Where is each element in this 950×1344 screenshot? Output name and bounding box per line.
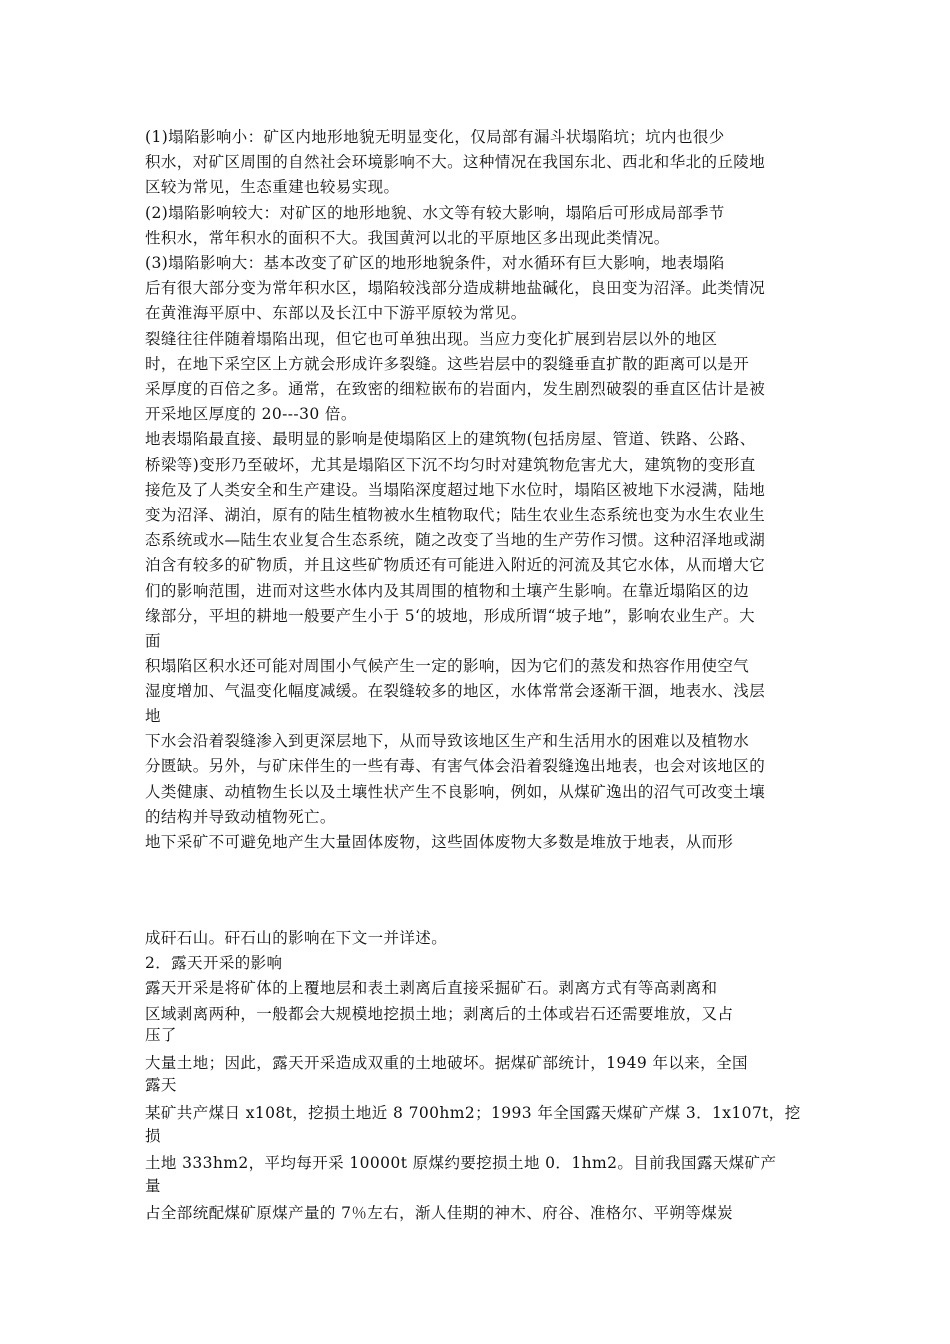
text-line: (3)塌陷影响大：基本改变了矿区的地形地貌条件，对水循环有巨大影响，地表塌陷 [145, 254, 725, 272]
text-line: 积水，对矿区周围的自然社会环境影响不大。这种情况在我国东北、西北和华北的丘陵地 [145, 153, 766, 171]
text-line: 的结构并导致动植物死亡。 [145, 808, 336, 826]
text-line: 大量土地；因此，露天开采造成双重的土地破坏。据煤矿部统计，1949 年以来，全国 [145, 1054, 748, 1072]
text-line: 采厚度的百倍之多。通常，在致密的细粒嵌布的岩面内，发生剧烈破裂的垂直区估计是被 [145, 380, 766, 398]
text-line: 分匮缺。另外，与矿床伴生的一些有毒、有害气体会沿着裂缝逸出地表，也会对该地区的 [145, 757, 766, 775]
text-line: 时，在地下采空区上方就会形成许多裂缝。这些岩层中的裂缝垂直扩散的距离可以是开 [145, 355, 750, 373]
text-line: 缘部分，平坦的耕地一般要产生小于 5‘的坡地，形成所谓“坡子地”，影响农业生产。大 [145, 607, 755, 625]
text-line: 湿度增加、气温变化幅度减缓。在裂缝较多的地区，水体常常会逐渐干涸，地表水、浅层 [145, 682, 766, 700]
section-heading: 2．露天开采的影响 [145, 954, 283, 972]
text-line: 土地 333hm2，平均每开采 10000t 原煤约要挖损土地 0．1hm2。目前我国露天煤矿产 [145, 1154, 777, 1172]
text-line: 露天 [145, 1076, 177, 1094]
text-line: 损 [145, 1127, 161, 1145]
text-line: 量 [145, 1177, 161, 1195]
text-line: 裂缝往往伴随着塌陷出现，但它也可单独出现。当应力变化扩展到岩层以外的地区 [145, 330, 718, 348]
text-line: 接危及了人类安全和生产建设。当塌陷深度超过地下水位时，塌陷区被地下水浸满，陆地 [145, 481, 766, 499]
text-line: 性积水，常年积水的面积不大。我国黄河以北的平原地区多出现此类情况。 [145, 229, 670, 247]
text-line: 变为沼泽、湖泊，原有的陆生植物被水生植物取代；陆生农业生态系统也变为水生农业生 [145, 506, 766, 524]
text-line: 地下采矿不可避免地产生大量固体废物，这些固体废物大多数是堆放于地表，从而形 [145, 833, 734, 851]
text-line: 态系统或水—陆生农业复合生态系统，随之改变了当地的生产劳作习惯。这种沼泽地或湖 [145, 531, 766, 549]
text-line: 开采地区厚度的 20---30 倍。 [145, 405, 357, 423]
text-line: 泊含有较多的矿物质，并且这些矿物质还有可能进入附近的河流及其它水体，从而增大它 [145, 556, 766, 574]
text-line: 某矿共产煤日 x108t，挖损土地近 8 700hm2；1993 年全国露天煤矿产煤 3．1x107t，挖 [145, 1104, 801, 1122]
text-line: 面 [145, 632, 161, 650]
text-line: 地 [145, 707, 161, 725]
text-line: 成矸石山。矸石山的影响在下文一并详述。 [145, 929, 448, 947]
text-line: 们的影响范围，进而对这些水体内及其周围的植物和土壤产生影响。在靠近塌陷区的边 [145, 582, 750, 600]
text-line: 在黄淮海平原中、东部以及长江中下游平原较为常见。 [145, 304, 527, 322]
text-line: 地表塌陷最直接、最明显的影响是使塌陷区上的建筑物(包括房屋、管道、铁路、公路、 [145, 430, 756, 448]
text-line: 占全部统配煤矿原煤产量的 7％左右，渐人佳期的神木、府谷、准格尔、平朔等煤炭 [145, 1204, 733, 1222]
text-line: 人类健康、动植物生长以及土壤性状产生不良影响，例如，从煤矿逸出的沼气可改变土壤 [145, 783, 766, 801]
text-line: 区域剥离两种，一般都会大规模地挖损土地；剥离后的土体或岩石还需要堆放，又占 [145, 1005, 734, 1023]
text-line: 桥梁等)变形乃至破坏，尤其是塌陷区下沉不均匀时对建筑物危害尤大，建筑物的变形直 [145, 456, 756, 474]
text-line: 后有很大部分变为常年积水区，塌陷较浅部分造成耕地盐碱化，良田变为沼泽。此类情况 [145, 279, 766, 297]
text-line: 积塌陷区积水还可能对周围小气候产生一定的影响，因为它们的蒸发和热容作用使空气 [145, 657, 750, 675]
text-line: (2)塌陷影响较大：对矿区的地形地貌、水文等有较大影响，塌陷后可形成局部季节 [145, 204, 725, 222]
text-line: 区较为常见，生态重建也较易实现。 [145, 178, 400, 196]
text-line: (1)塌陷影响小：矿区内地形地貌无明显变化，仅局部有漏斗状塌陷坑；坑内也很少 [145, 128, 725, 146]
text-line: 露天开采是将矿体的上覆地层和表土剥离后直接采掘矿石。剥离方式有等高剥离和 [145, 979, 718, 997]
text-line: 下水会沿着裂缝渗入到更深层地下，从而导致该地区生产和生活用水的困难以及植物水 [145, 732, 750, 750]
text-line: 压了 [145, 1026, 177, 1044]
